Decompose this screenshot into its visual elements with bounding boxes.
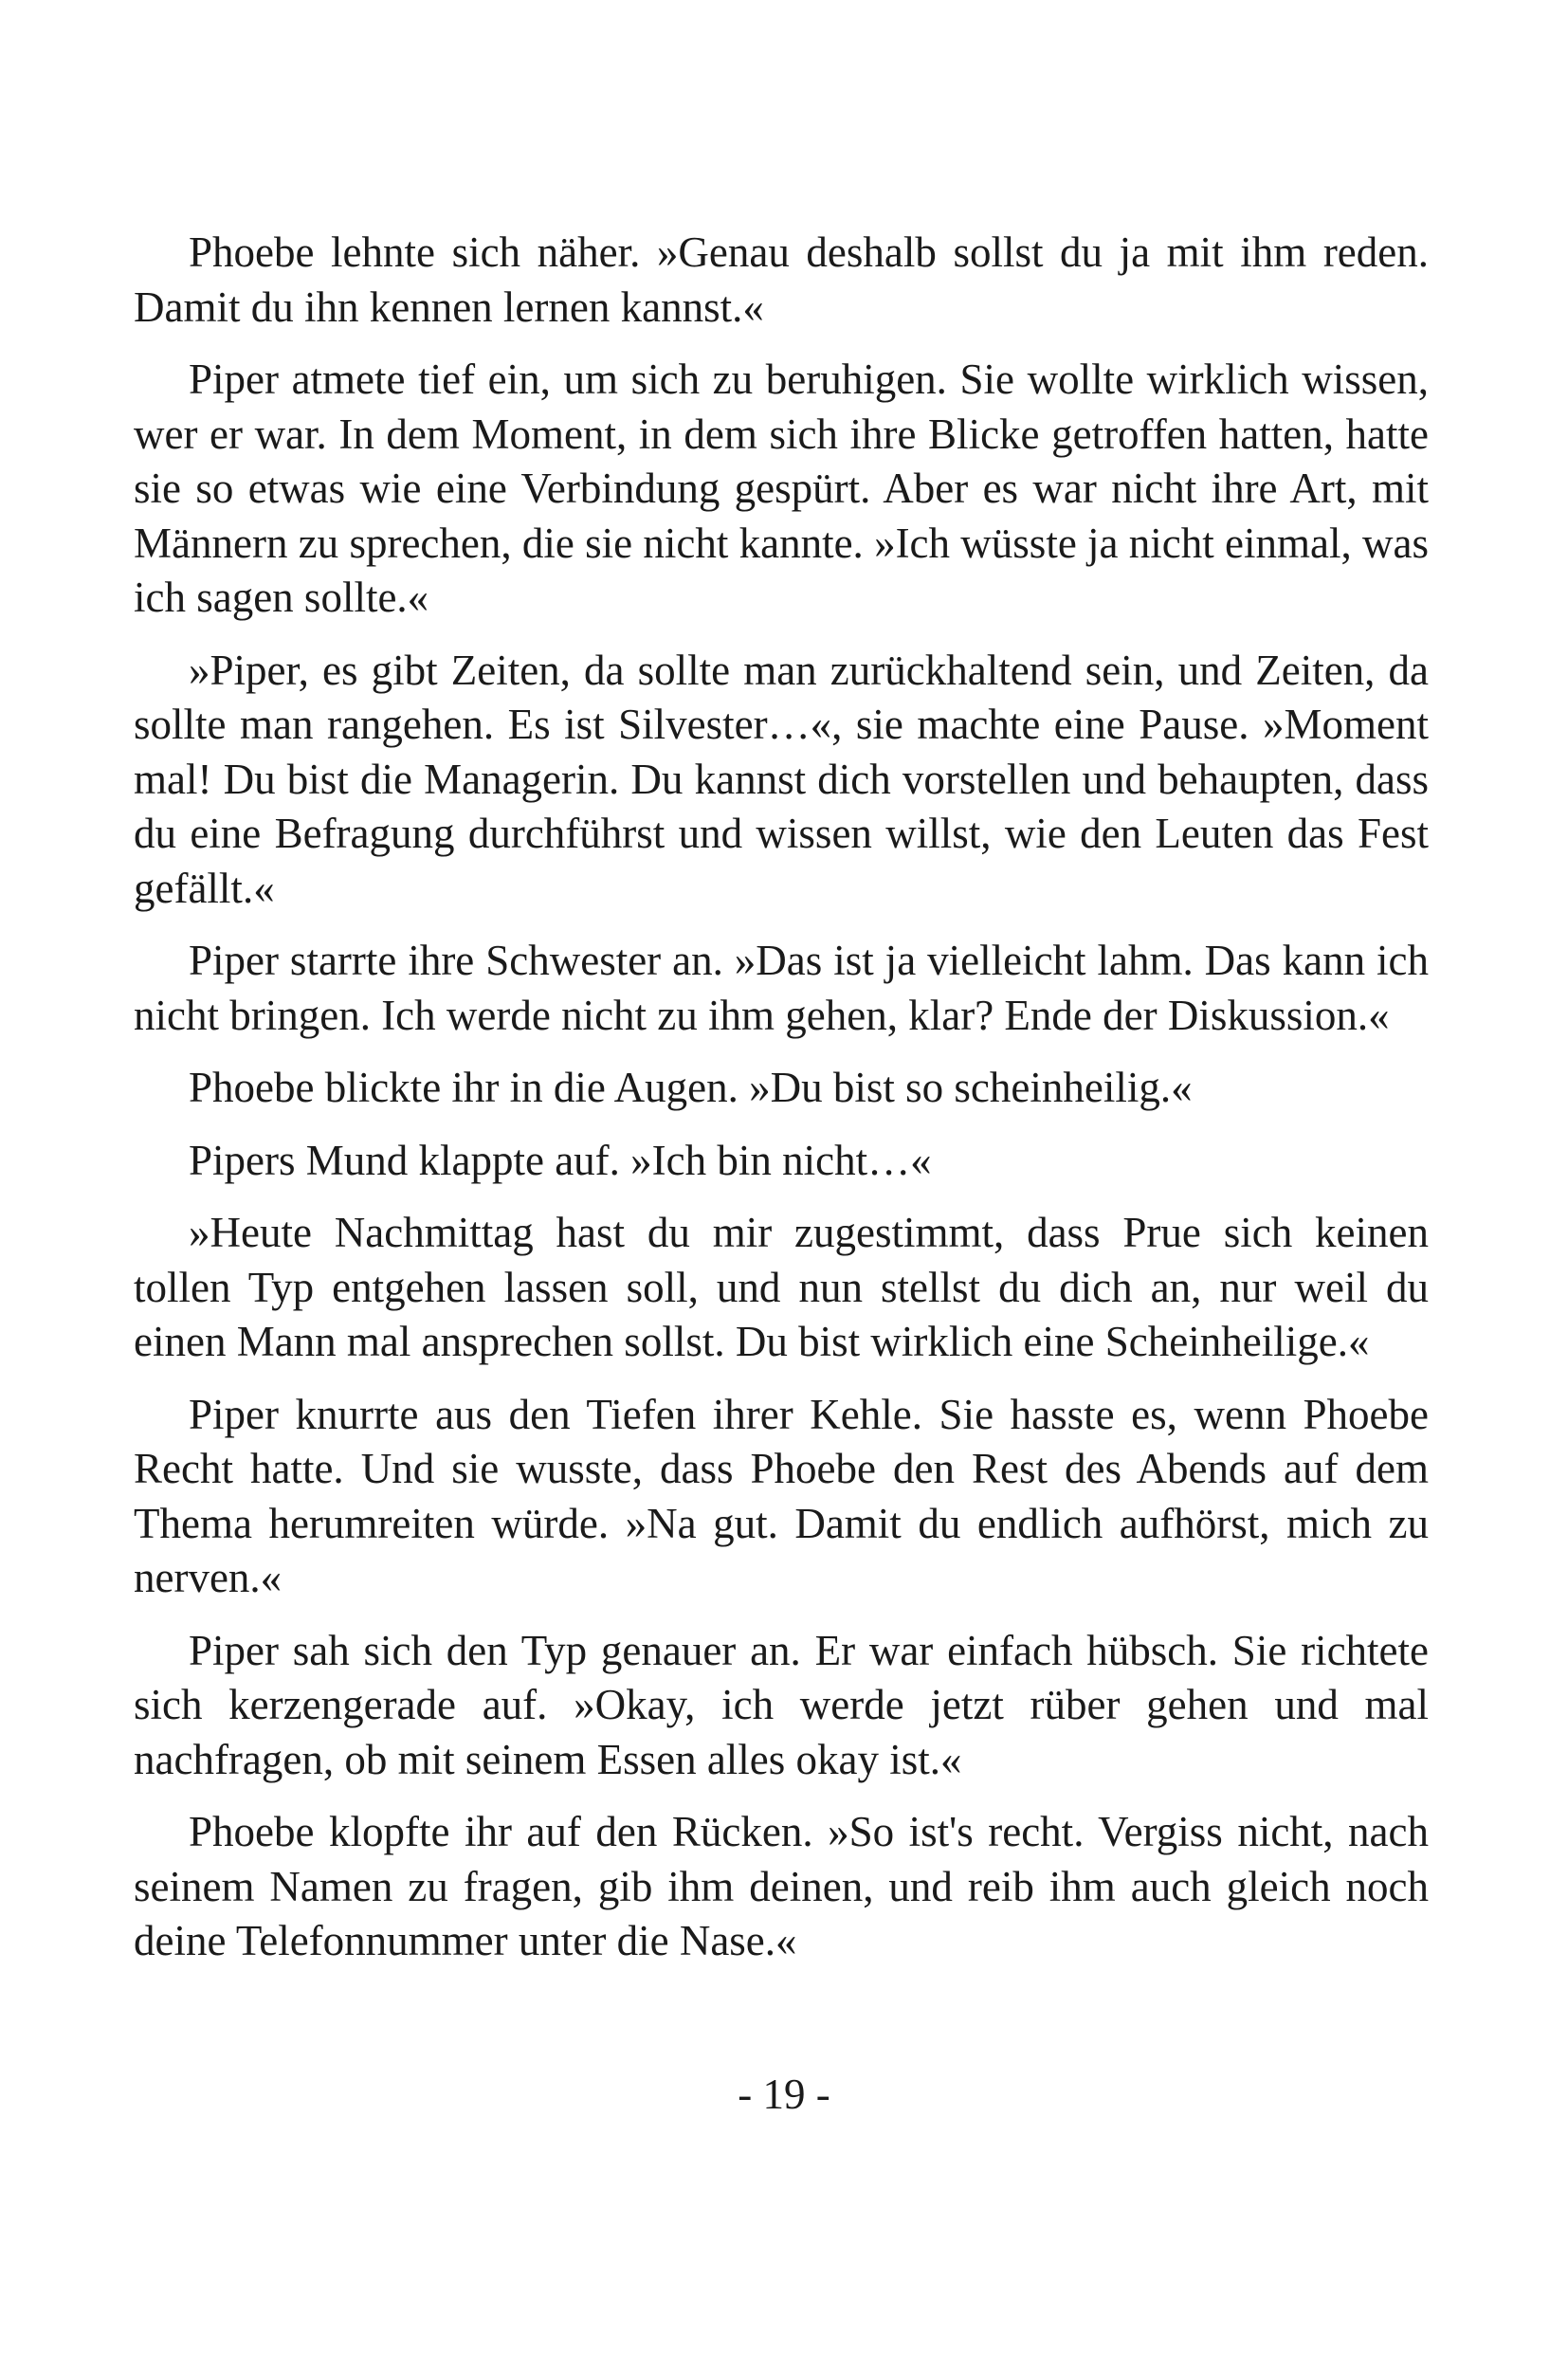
paragraph: Piper atmete tief ein, um sich zu beruhigen. Sie wollte wirklich wissen, wer er war. In dem Moment, in dem sich ihre Blicke getroffen hatten, hatte sie so etwas wie eine Verbindung gespürt. Aber es war nicht ihre Art, mit Männern zu sprechen, die sie nicht kannte. »Ich wüsste ja nicht einmal, was ich sagen sollte.« xyxy=(134,356,1429,621)
paragraph: Phoebe klopfte ihr auf den Rücken. »So ist's recht. Vergiss nicht, nach seinem Namen zu fragen, gib ihm deinen, und reib ihm auch gleich noch deine Telefonnummer unter die Nase.« xyxy=(134,1808,1429,1964)
paragraph: Pipers Mund klappte auf. »Ich bin nicht…« xyxy=(189,1136,932,1184)
paragraph: Phoebe blickte ihr in die Augen. »Du bist so scheinheilig.« xyxy=(189,1064,1193,1111)
body-text xyxy=(134,226,1429,1969)
paragraph: Piper knurrte aus den Tiefen ihrer Kehle. Sie hasste es, wenn Phoebe Recht hatte. Und sie wusste, dass Phoebe den Rest des Abends auf dem Thema herumreiten würde. »Na gut. Damit du endlich aufhörst, mich zu nerven.« xyxy=(134,1390,1429,1601)
paragraph: Piper starrte ihre Schwester an. »Das ist ja vielleicht lahm. Das kann ich nicht bringen. Ich werde nicht zu ihm gehen, klar? Ende der Diskussion.« xyxy=(134,937,1429,1039)
paragraph: »Heute Nachmittag hast du mir zugestimmt, dass Prue sich keinen tollen Typ entgehen lassen soll, und nun stellst du dich an, nur weil du einen Mann mal ansprechen sollst. Du bist wirklich eine Scheinheilige.« xyxy=(134,1209,1429,1365)
paragraph: »Piper, es gibt Zeiten, da sollte man zurückhaltend sein, und Zeiten, da sollte man rangehen. Es ist Silvester…«, sie machte eine Pause. »Moment mal! Du bist die Managerin. Du kannst dich vorstellen und behaupten, dass du eine Befragung durchführst und wissen willst, wie den Leuten das Fest gefällt.« xyxy=(134,646,1429,912)
page-number: - 19 - xyxy=(738,2071,830,2118)
paragraph: Phoebe lehnte sich näher. »Genau deshalb sollst du ja mit ihm reden. Damit du ihn kennen lernen kannst.« xyxy=(134,228,1429,331)
paragraph: Piper sah sich den Typ genauer an. Er war einfach hübsch. Sie richtete sich kerzengerade auf. »Okay, ich werde jetzt rüber gehen und mal nachfragen, ob mit seinem Essen alles okay ist.« xyxy=(134,1626,1429,1783)
